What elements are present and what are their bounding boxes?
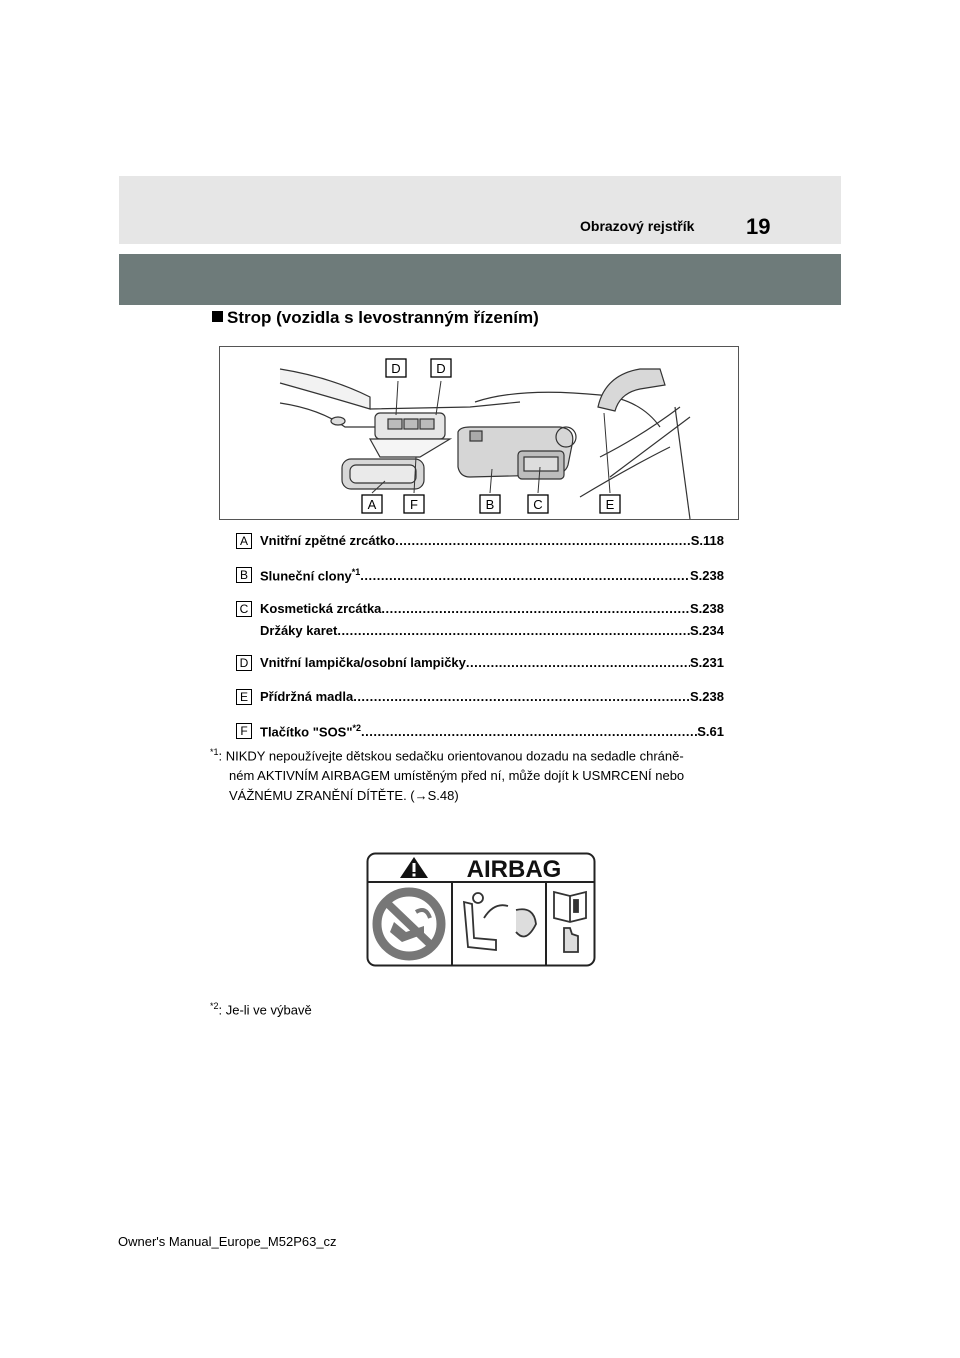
item-page-ref[interactable]: S.231 [690,655,724,670]
item-label: Přídržná madla [260,689,354,704]
ceiling-drawing [220,347,738,519]
ceiling-illustration [219,346,739,520]
header-band [119,176,841,244]
item-page-ref[interactable]: S.234 [690,623,724,638]
item-badge: B [236,567,252,583]
footnote-ref: *2 [352,723,362,733]
airbag-label-graphic [366,852,596,967]
item-row [236,689,724,709]
callout-d-2: D [436,361,446,376]
item-badge: C [236,601,252,617]
item-label: Vnitřní lampička/osobní lampičky [260,655,466,670]
item-badge: F [236,723,252,739]
callout-f: F [410,497,418,512]
page-number: 19 [746,214,771,239]
item-label: Tlačítko "SOS"$^{*2}$ [260,723,362,740]
callout-b: B [485,497,495,512]
callout-c: C [533,497,543,512]
square-bullet-icon [212,311,223,322]
callout-e: E [605,497,615,512]
item-page-ref[interactable]: S.238 [690,601,724,616]
footnote-ref: *1 [351,567,361,577]
callout-a: A [367,497,377,512]
footnote-1: $^{*1}$: NIKDY nepoužívejte dětskou sedačku orientovanou dozadu na sedadle chráně- ném AKTIVNÍM AIRBAGEM umístěným před ní, může dojít k USMRCENÍ nebo VÁŽNÉMU ZRANĚNÍ DÍTĚTE. (→S.48) [210,747,685,804]
airbag-warning-label [366,852,596,972]
item-label: Vnitřní zpětné zrcátko [260,533,396,548]
item-row [236,567,724,587]
item-page-ref[interactable]: S.118 [690,533,724,548]
item-label: Sluneční clony$^{*1}$ [260,567,361,584]
item-page-ref[interactable]: S.238 [690,689,724,704]
footnote-2: $^{*2}$: Je-li ve výbavě [210,1001,312,1018]
item-row [236,601,724,621]
no-rear-facing-seat-icon [377,892,441,956]
callout-d-1: D [391,361,401,376]
header-dark-band [119,254,841,305]
item-row [236,623,724,643]
item-page-ref[interactable]: S.61 [697,724,724,740]
item-row [236,655,724,675]
airbag-title: AIRBAG [466,856,562,883]
item-badge: A [236,533,252,549]
item-page-ref[interactable]: S.238 [690,568,724,584]
header-title: Obrazový rejstřík [580,218,695,234]
section-title-text: Strop (vozidla s levostranným řízením) [227,308,539,327]
item-badge: E [236,689,252,705]
item-badge: D [236,655,252,671]
item-row [236,533,724,553]
section-title [212,308,539,328]
footer-text: Owner's Manual_Europe_M52P63_cz [118,1234,337,1249]
item-row [236,723,724,743]
item-label: Držáky karet [260,623,338,638]
item-label: Kosmetická zrcátka [260,601,382,616]
